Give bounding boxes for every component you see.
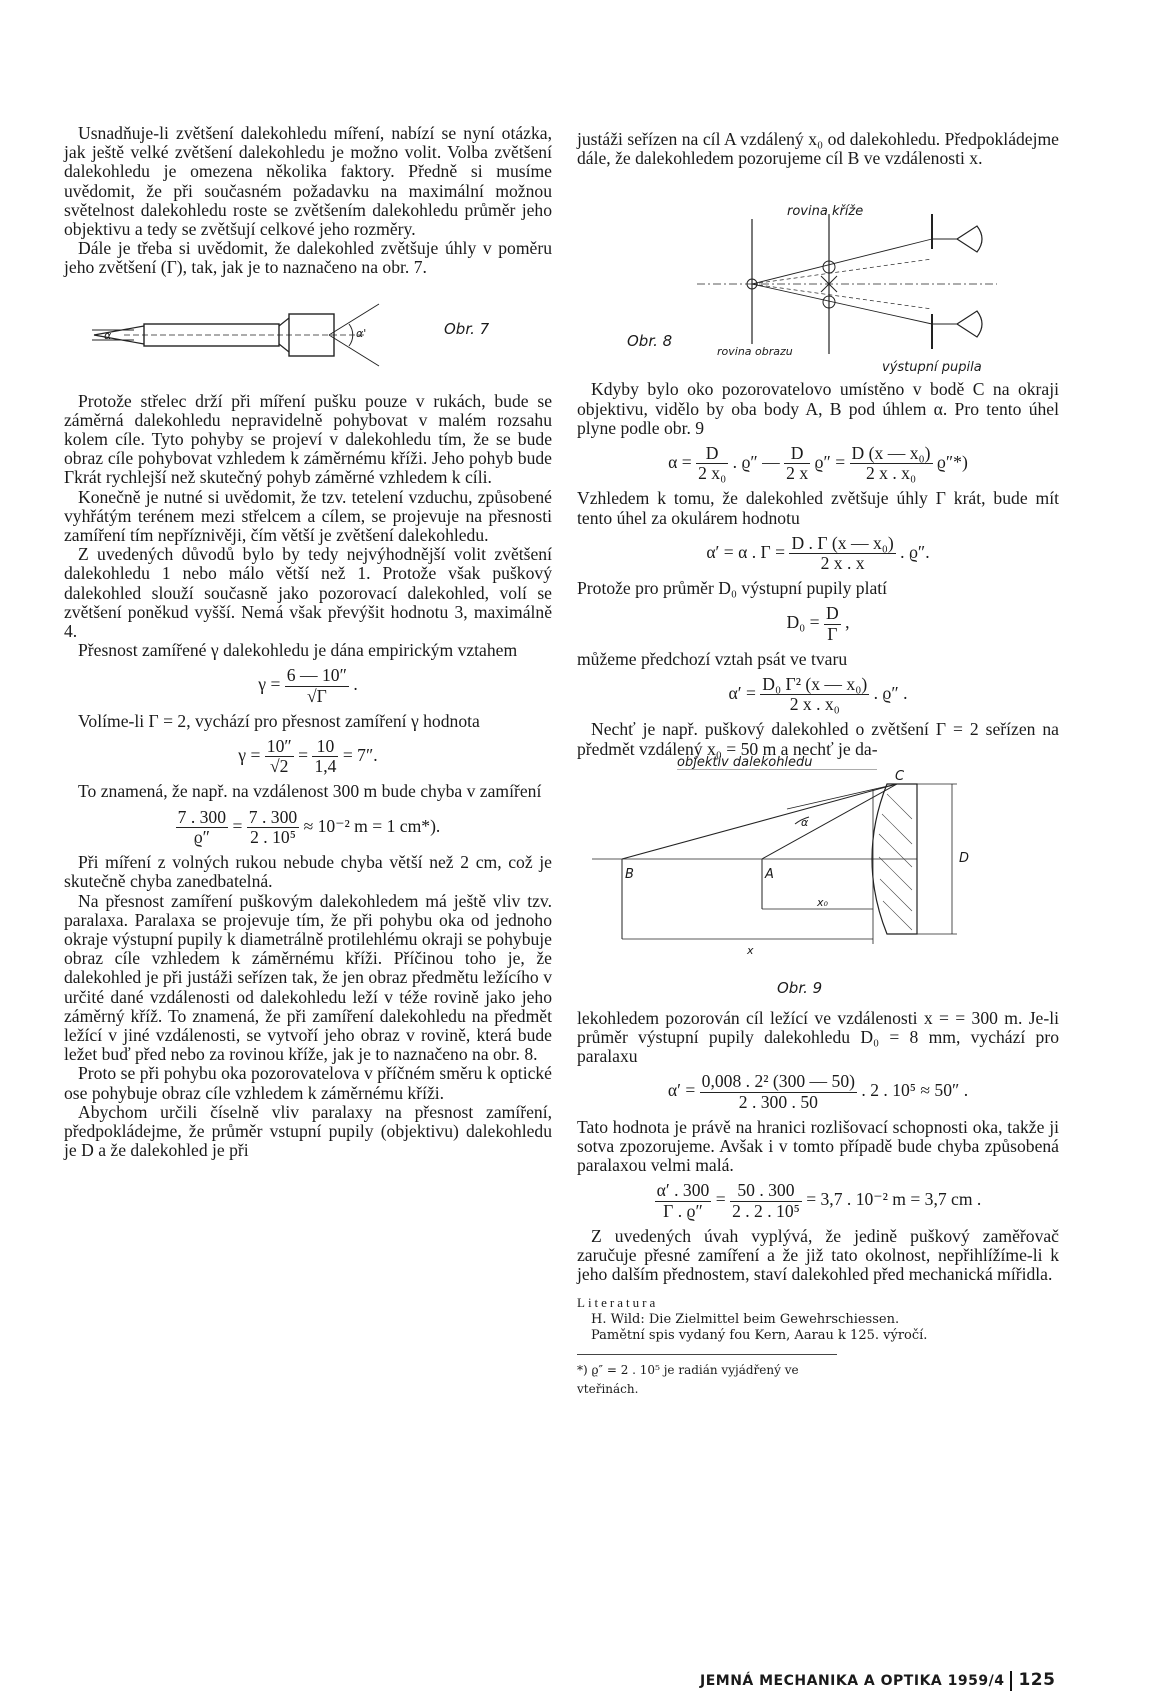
figure-label: objektiv dalekohledu	[677, 754, 813, 770]
paragraph: Dále je třeba si uvědomit, že dalekohled zvětšuje úhly v poměru jeho zvětšení (Γ), tak, jak je to naznačeno na obr. 7.	[64, 238, 552, 278]
equation: $\frac{\alpha' . 300}{\Gamma . ϱ''}$ = $\frac{50 . 300}{\text{2 . 2 . 10⁵}}$ = 3,7 . 10⁻² m = 3,7 cm .	[656, 1180, 982, 1221]
paragraph: Volíme-li Γ = 2, vychází pro přesnost zamíření γ hodnota	[78, 710, 480, 731]
equation: D₀ = $\frac{D}{\Gamma}$ ,	[786, 603, 850, 644]
paragraph: Tato hodnota je právě na hranici rozlišovací schopnosti oka, takže ji sotva zpozorujeme. Avšak i v tomto případě bude chyba způsobená paralaxou velmi malá.	[577, 1116, 1059, 1176]
paragraph: justáži seřízen na cíl A vzdálený x₀ od dalekohledu. Předpokládejme dále, že dalekohledem pozorujeme cíl B ve vzdálenosti x.	[577, 129, 1059, 169]
paragraph: Při míření z volných rukou nebude chyba větší než 2 cm, což je skutečně chyba zanedbatelná.	[64, 852, 552, 892]
alpha-label: α	[104, 328, 112, 342]
footer-divider	[1010, 1671, 1012, 1691]
paragraph: Vzhledem k tomu, že dalekohled zvětšuje úhly Γ krát, bude mít tento úhel za okulárem hodnotu	[577, 488, 1059, 528]
paragraph: Kdyby bylo oko pozorovatelovo umístěno v bodě C na okraji objektivu, vidělo by oba body A, B pod úhlem α. Pro tento úhel plyne podle obr. 9	[577, 379, 1059, 438]
paragraph: Z uvedených úvah vyplývá, že jedině puškový zaměřovač zaručuje přesné zamíření a že již tato okolnost, nepřihlížíme-li k jeho dalším přednostem, staví dalekohled před mechanická mířidla.	[577, 1225, 1059, 1285]
references-heading: Literatura	[577, 1294, 659, 1310]
paragraph: Usnadňuje-li zvětšení dalekohledu míření, nabízí se nyní otázka, jak ještě velké zvětšení dalekohledu je možno volit. Volba zvětšení dalekohledu je omezena několika faktory. Předně si musíme uvědomit, že při současném požadavku na maximální možnou světelnost dalekohledu roste se zvětšením dalekohledu průměr jeho objektivu a tedy se zvětšují celkové jeho rozměry.	[64, 123, 552, 240]
paragraph: Proto se při pohybu oka pozorovatelova v příčném směru k optické ose pohybuje obraz cíle vzhledem k záměrnému kříži.	[64, 1063, 552, 1103]
figure-caption: Obr. 9	[777, 978, 823, 997]
journal-name: JEMNÁ MECHANIKA A OPTIKA 1959/4	[700, 1673, 1005, 1689]
figure-label: výstupní pupila	[882, 360, 982, 376]
paragraph: Přesnost zamířené γ dalekohledu je dána empirickým vztahem	[78, 640, 518, 661]
alpha-label: α	[801, 815, 809, 829]
paragraph: můžeme předchozí vztah psát ve tvaru	[577, 648, 848, 669]
figure-caption: Obr. 7	[444, 319, 490, 338]
figure-8	[577, 174, 1059, 374]
paragraph: To znamená, že např. na vzdálenost 300 m bude chyba v zamíření	[78, 781, 542, 802]
paragraph: Abychom určili číselně vliv paralaxy na přesnost zamíření, předpokládejme, že průměr vstupní pupily (objektivu) dalekohledu je D a že dalekohled je při	[64, 1101, 552, 1161]
equation: α′ = α . Γ = $\frac{\text{D . Γ (x — x₀)}}{2 x . x}$ . ϱ″.	[706, 532, 930, 574]
equation: α′ = $\frac{\text{0,008 . 2² (300 — 50)}}{2 . 300 . 50}$ . 2 . 10⁵ ≈ 50″ .	[667, 1071, 969, 1112]
paragraph: Nechť je např. puškový dalekohled o zvětšení Γ = 2 seřízen na předmět vzdálený x₀ = 50 m a nechť je da-	[577, 719, 1059, 759]
page-number: 125	[1018, 1670, 1056, 1690]
paragraph: lekohledem pozorován cíl ležící ve vzdálenosti x = = 300 m. Je-li průměr výstupní pupily dalekohledu D₀ = 8 mm, vychází pro paralaxu	[577, 1007, 1059, 1067]
figure-caption: Obr. 8	[627, 332, 673, 351]
alpha-prime-label: α'	[356, 326, 367, 340]
paragraph: Protože střelec drží při míření pušku pouze v rukách, bude se záměrná dalekohledu nepravidelně pohybovat v malém rozsahu kolem cíle. Tyto pohyby se projeví v dalekohledu tím, že se bude obraz cíle pohybovat vzhledem k záměrnému kříži. Jeho pohyb bude Γkrát rychlejší než skutečný pohyb záměrné vzhledem k cíli.	[64, 390, 552, 488]
paragraph: Z uvedených důvodů bylo by tedy nejvýhodnější volit zvětšení dalekohledu 1 nebo málo větší než 1. Protože však puškový dalekohled slouží současně jako pozorovací dalekohled, volí se zvětšení poněkud vyšší. Nemá však převýšit hodnotu 3, maximálně 4.	[64, 544, 552, 642]
distance-x0-label: x₀	[817, 895, 828, 909]
reference-item: Pamětní spis vydaný fou Kern, Aarau k 125. výročí.	[591, 1327, 928, 1343]
distance-x-label: x	[747, 943, 754, 957]
page-footer	[700, 1670, 1055, 1691]
point-A-label: A	[765, 866, 774, 882]
objective-diagram	[577, 769, 1059, 1009]
left-column	[64, 124, 552, 1160]
point-C-label: C	[895, 768, 905, 784]
right-column	[577, 130, 1059, 1399]
diameter-label: D	[959, 850, 970, 866]
equation: α′ = $\frac{\text{D₀ Γ² (x — x₀)}}{\text{2 x . x₀}}$ . ϱ″ .	[728, 674, 908, 715]
equation: $\frac{7 . 300}{ϱ''}$ = $\frac{7 . 300}{\text{2 . 10⁵}}$ ≈ 10⁻² m = 1 cm*).	[177, 806, 441, 847]
figure-9	[577, 754, 1059, 1009]
figure-7	[64, 296, 552, 374]
point-B-label: B	[625, 866, 634, 882]
equation: γ = $\frac{10''}{√2}$ = $\frac{10}{1,4}$ = 7″.	[238, 736, 378, 777]
paragraph: Na přesnost zamíření puškovým dalekohledem má ještě vliv tzv. paralaxa. Paralaxa se projevuje tím, že při pohybu oka od jednoho okraje výstupní pupily k diametrálně protilehlému okraji se pohybuje obraz cíle vzhledem k záměrnému kříži. Příčinou toho je, že dalekohled je při justáži seřízen tak, že jen obraz předmětu ležícího v určité dané vzdálenosti od dalekohledu leží v téže rovině jako jeho záměrný kříž. To znamená, že při zamíření dalekohledu na předmět ležící v jiné vzdálenosti, se vytvoří jeho obraz v rovině, která bude ležet buď před nebo za rovinou kříže, jak je to naznačeno na obr. 8.	[64, 890, 552, 1065]
reference-item: H. Wild: Die Zielmittel beim Gewehrschiessen.	[591, 1311, 900, 1327]
figure-label: rovina obrazu	[717, 345, 793, 359]
footnote: *) ϱ″ = 2 . 10⁵ je radián vyjádřený ve vteřinách.	[577, 1354, 837, 1399]
figure-label: rovina kříže	[787, 204, 864, 220]
paragraph: Protože pro průměr D₀ výstupní pupily platí	[577, 578, 888, 599]
equation: α = $\frac{D}{\text{2 x₀}}$ . ϱ″ — $\frac{D}{2 x}$ ϱ″ = $\frac{\text{D (x — x₀)}}{\text{2 x . x₀}}$ ϱ″*)	[668, 443, 968, 484]
equation: γ = $\frac{6 — 10''}{√\Gamma}$ .	[258, 665, 358, 706]
paragraph: Konečně je nutné si uvědomit, že tzv. tetelení vzduchu, způsobené vyhřátým terénem mezi střelcem a cílem, se projevuje na přesnosti zamíření tím nepříznivěji, čím větší je zvětšení dalekohledu.	[64, 486, 552, 546]
